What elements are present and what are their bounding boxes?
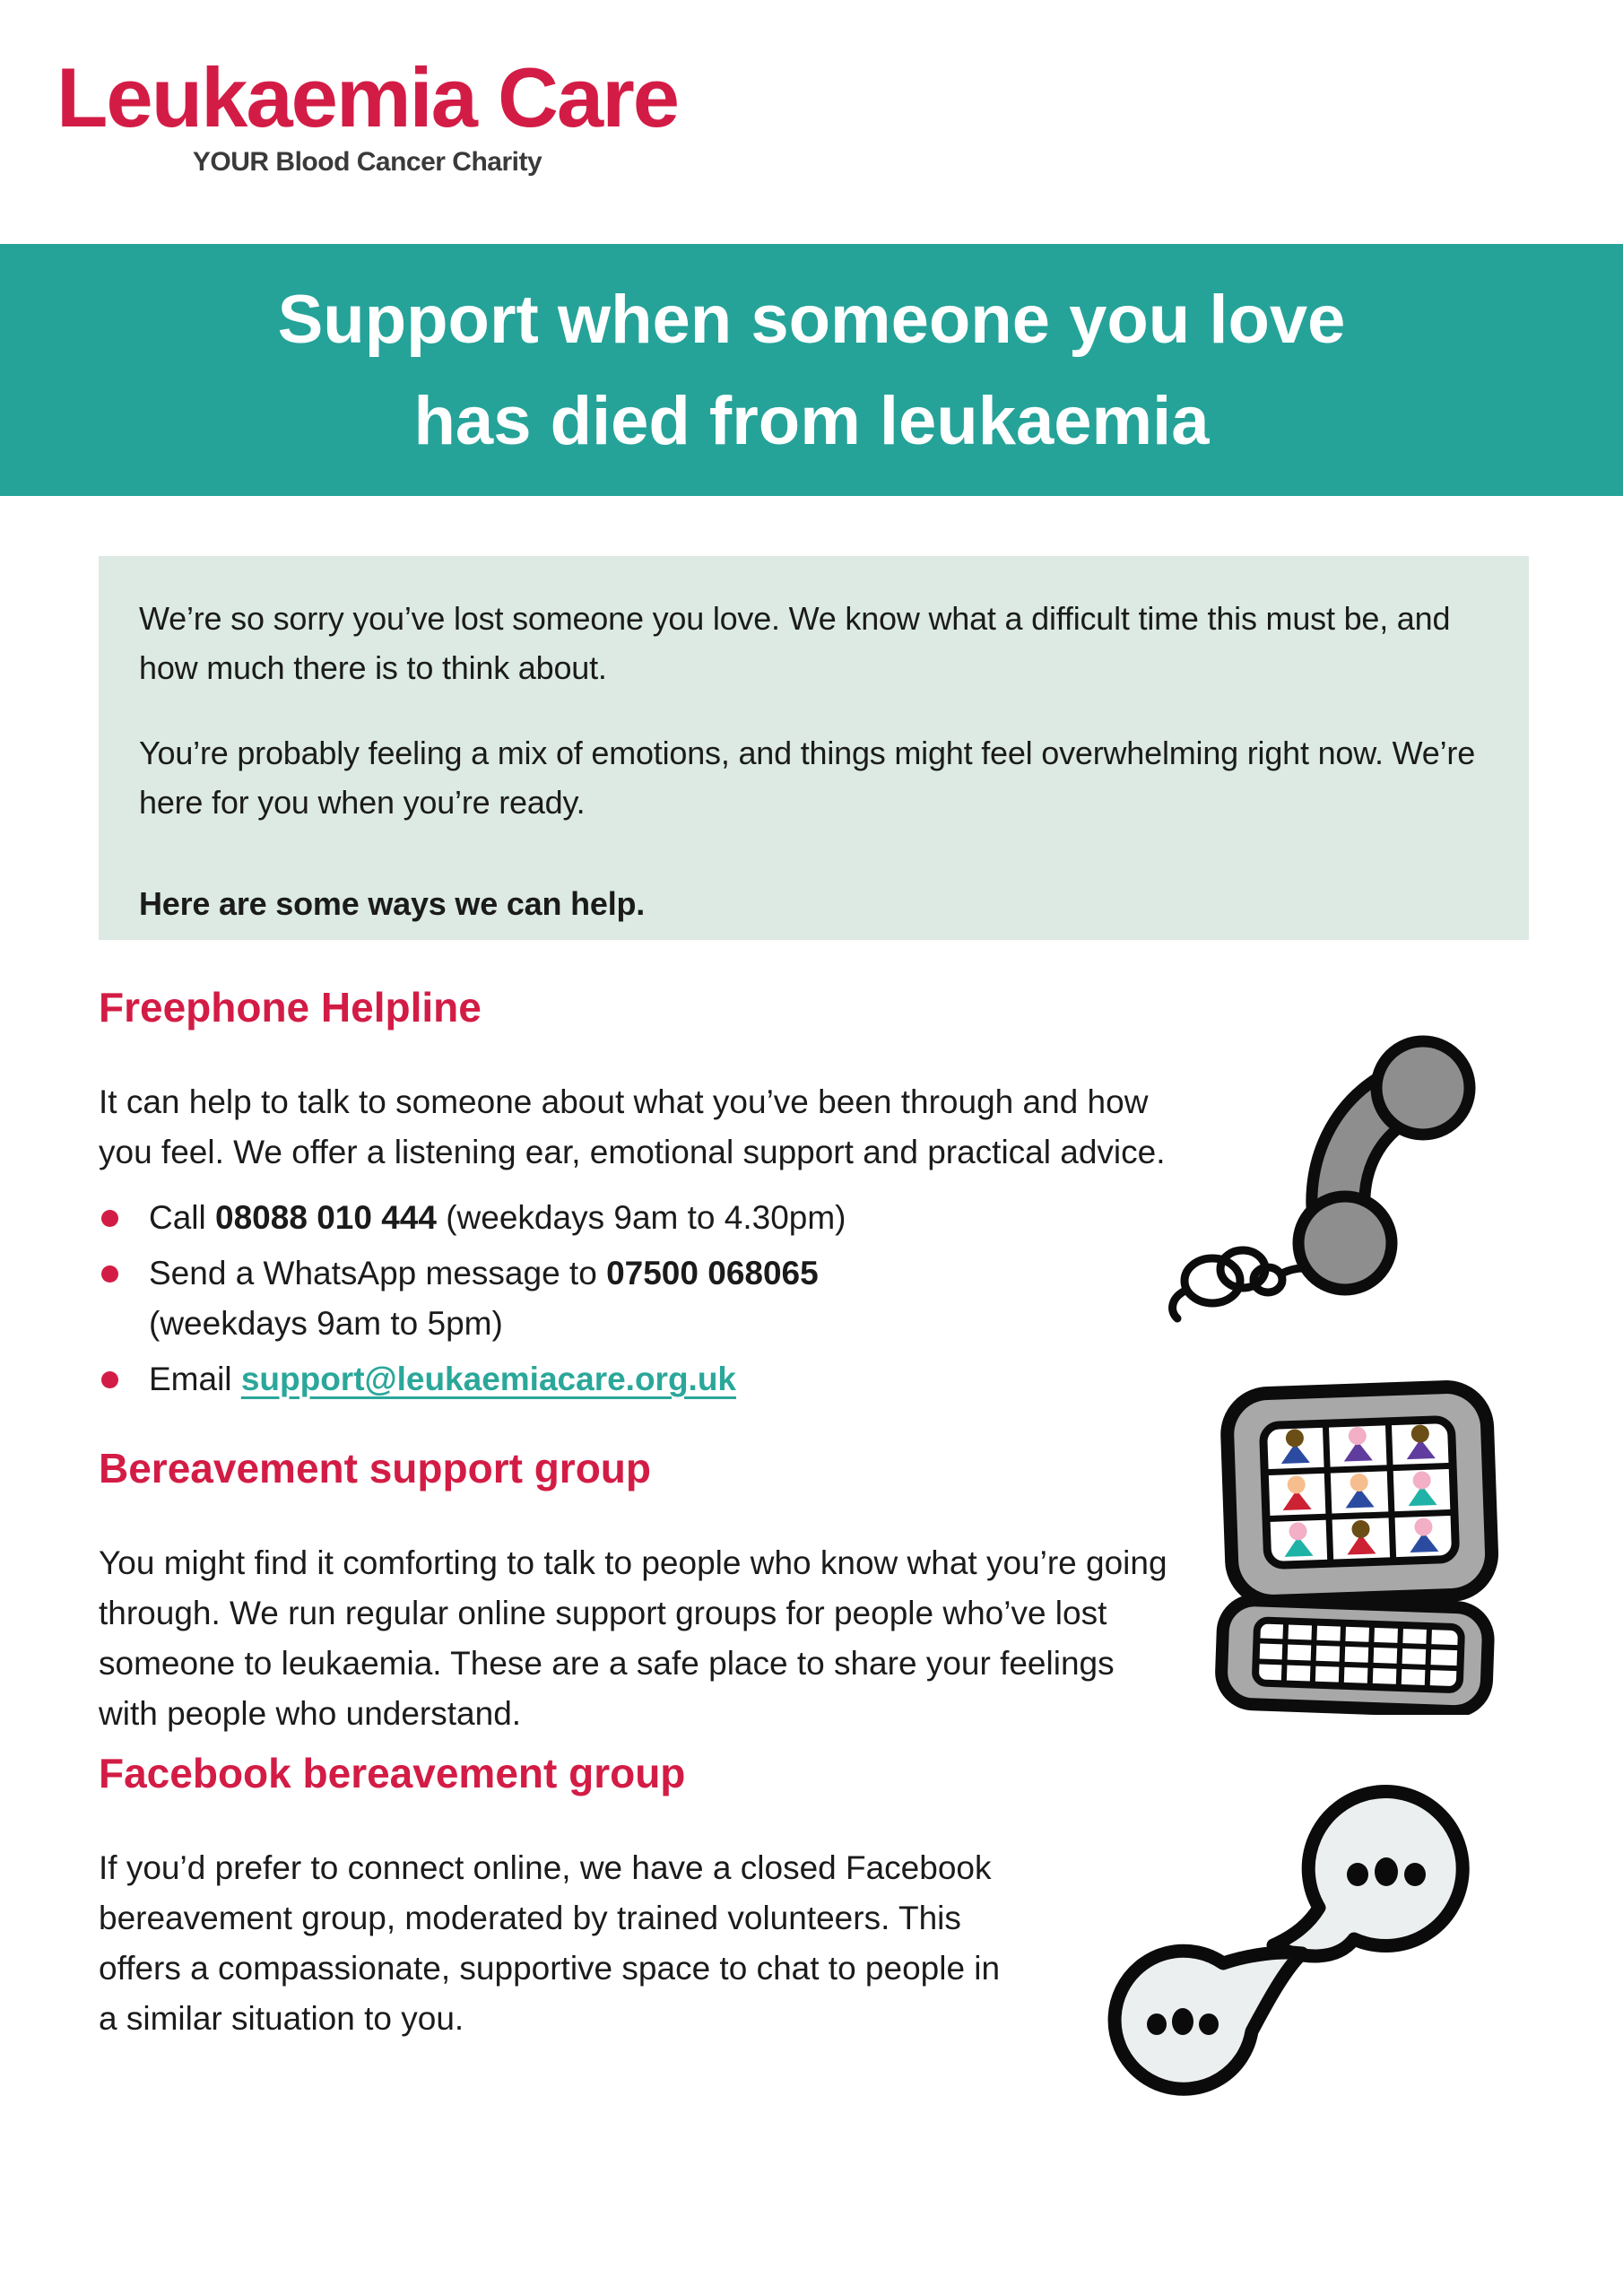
- chat-bubbles-illustration: [1103, 1785, 1623, 2188]
- bullet-icon: [101, 1210, 118, 1227]
- laptop-keyboard-icon: [1220, 1599, 1489, 1712]
- whatsapp-prefix: Send a WhatsApp message to: [149, 1255, 607, 1292]
- helpline-bullet-list: [99, 1193, 1193, 1410]
- phone-handset-illustration: [1148, 1012, 1480, 1344]
- phone-handset-icon: [1298, 1041, 1470, 1290]
- speech-bubble-bottom-icon: [1115, 1951, 1302, 2089]
- intro-emphasis: Here are some ways we can help.: [139, 885, 646, 922]
- helpline-bullet-email: [99, 1354, 1193, 1405]
- laptop-screen-icon: [1226, 1386, 1493, 1603]
- helpline-body: It can help to talk to someone about what you’ve been through and how you feel. We offer a listening ear, emotional support and practical advice.: [99, 1083, 1166, 1170]
- bullet-icon: [101, 1265, 118, 1283]
- facebook-group-body: If you’d prefer to connect online, we have a closed Facebook bereavement group, moderated by trained volunteers. This offers a compassionate, supportive space to chat to people in a similar situation to you.: [99, 1849, 1001, 2037]
- helpline-bullet-whatsapp: [99, 1248, 1193, 1349]
- support-group-body: You might find it comforting to talk to people who know what you’re going through. We run regular online support groups for people who’ve lost someone to leukaemia. These are a safe place to share your feelings with people who understand.: [99, 1544, 1167, 1732]
- whatsapp-hours: (weekdays 9am to 5pm): [149, 1305, 503, 1342]
- helpline-heading: Freephone Helpline: [99, 984, 482, 1031]
- call-prefix: Call: [149, 1199, 216, 1236]
- whatsapp-number: 07500 068065: [606, 1255, 819, 1292]
- call-hours: (weekdays 9am to 4.30pm): [436, 1199, 846, 1236]
- email-link[interactable]: support@leukaemiacare.org.uk: [240, 1361, 737, 1397]
- bullet-icon: [101, 1371, 118, 1388]
- logo-tagline: YOUR Blood Cancer Charity: [192, 147, 542, 177]
- laptop-video-call-illustration: [1215, 1374, 1511, 1715]
- helpline-bullet-call: [99, 1193, 1193, 1243]
- title-banner: [0, 244, 1623, 496]
- email-prefix: Email: [149, 1361, 241, 1397]
- page-title-line1: Support when someone you love: [277, 281, 1346, 358]
- facebook-group-heading: Facebook bereavement group: [99, 1750, 686, 1796]
- intro-box: [99, 556, 1529, 940]
- call-number: 08088 010 444: [215, 1199, 437, 1236]
- support-group-heading: Bereavement support group: [99, 1445, 651, 1492]
- logo-wordmark: Leukaemia Care: [56, 50, 679, 144]
- speech-bubble-top-icon: [1273, 1792, 1462, 1956]
- logo: [56, 50, 679, 178]
- intro-paragraph-1: We’re so sorry you’ve lost someone you love. We know what a difficult time this must be, and how much there is to think about.: [139, 600, 1451, 686]
- page-title-line2: has died from leukaemia: [413, 382, 1210, 459]
- intro-paragraph-2: You’re probably feeling a mix of emotions, and things might feel overwhelming right now. We’re here for you when you’re ready.: [139, 735, 1476, 821]
